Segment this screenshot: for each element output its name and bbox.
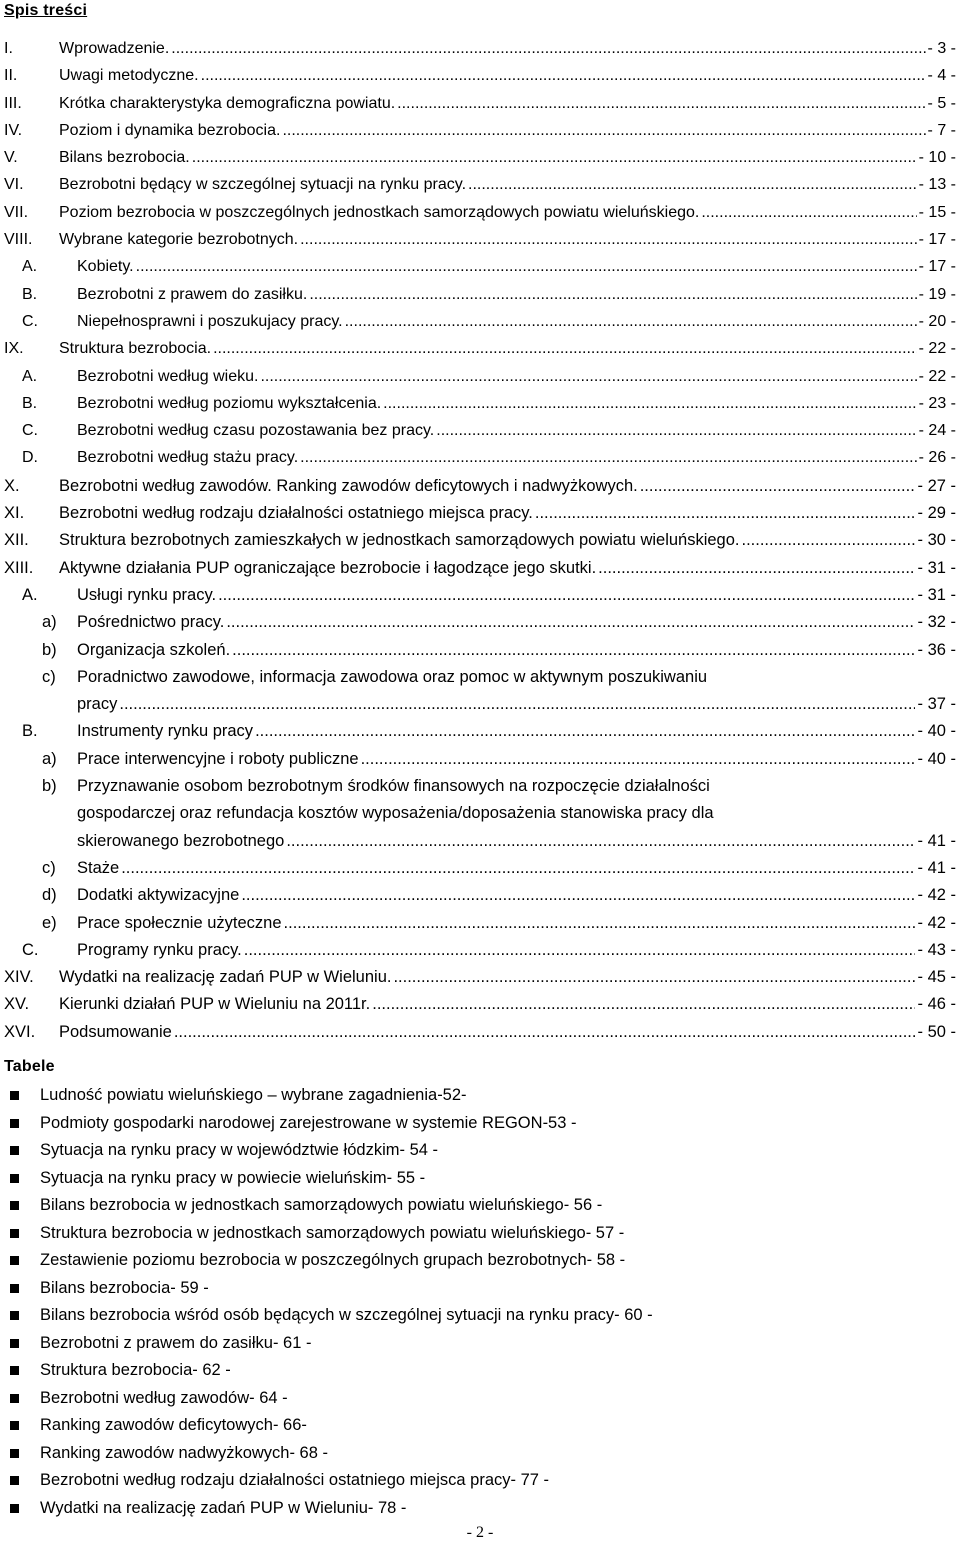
toc-entry[interactable] bbox=[0, 583, 960, 610]
dot-leader bbox=[640, 477, 916, 496]
table-entry-title: Sytuacja na rynku pracy w województwie łódzkim bbox=[40, 1141, 400, 1159]
toc-entry[interactable] bbox=[0, 965, 960, 992]
toc-entry-page-number: - 31 - bbox=[917, 558, 956, 577]
tables-heading: Tabele bbox=[4, 1058, 55, 1075]
toc-entry-number: XIV. bbox=[4, 968, 34, 987]
toc-entry-title: Pośrednictwo pracy. bbox=[77, 613, 225, 632]
toc-entry[interactable] bbox=[0, 92, 960, 119]
table-entry-page-number: - 77 - bbox=[510, 1471, 550, 1489]
toc-entry-number: B. bbox=[22, 285, 38, 303]
table-list-entry[interactable] bbox=[0, 1248, 960, 1276]
toc-entry[interactable] bbox=[0, 911, 960, 938]
toc-entry[interactable] bbox=[0, 119, 960, 146]
table-list-entry[interactable] bbox=[0, 1276, 960, 1304]
table-list-entry[interactable] bbox=[0, 1441, 960, 1469]
dot-leader bbox=[244, 941, 916, 960]
toc-entry-page-number: - 19 - bbox=[918, 285, 956, 303]
tables-list bbox=[0, 1083, 960, 1523]
table-entry-title: Bilans bezrobocia wśród osób będących w szczególnej sytuacji na rynku pracy bbox=[40, 1306, 615, 1324]
toc-entry-title: Podsumowanie bbox=[59, 1022, 172, 1041]
table-list-entry[interactable] bbox=[0, 1386, 960, 1414]
table-entry-title: Bezrobotni według rodzaju działalności ostatniego miejsca pracy bbox=[40, 1471, 511, 1489]
toc-entry-page-number: - 31 - bbox=[917, 585, 956, 604]
toc-entry-title: Bezrobotni według zawodów. Ranking zawodów deficytowych i nadwyżkowych. bbox=[59, 476, 638, 495]
table-list-entry[interactable] bbox=[0, 1331, 960, 1359]
table-list-entry[interactable] bbox=[0, 1083, 960, 1111]
square-bullet-icon bbox=[10, 1174, 19, 1183]
toc-entry[interactable] bbox=[0, 692, 960, 719]
toc-entry[interactable] bbox=[0, 719, 960, 746]
table-entry-page-number: - 58 - bbox=[586, 1251, 626, 1269]
toc-entry-title: Poziom i dynamika bezrobocia. bbox=[59, 121, 281, 139]
table-entry-title: Struktura bezrobocia w jednostkach samorządowych powiatu wieluńskiego bbox=[40, 1223, 586, 1242]
dot-leader bbox=[121, 859, 915, 878]
table-entry-page-number: - 54 - bbox=[399, 1141, 438, 1159]
toc-entry-page-number: - 3 - bbox=[927, 40, 956, 57]
toc-entry[interactable] bbox=[0, 556, 960, 583]
table-list-entry[interactable] bbox=[0, 1358, 960, 1386]
dot-leader bbox=[241, 886, 915, 905]
table-entry-title: Bilans bezrobocia bbox=[40, 1278, 171, 1297]
table-list-entry[interactable] bbox=[0, 1413, 960, 1441]
dot-leader bbox=[300, 449, 917, 467]
toc-entry-number: XII. bbox=[4, 531, 29, 550]
table-list-entry[interactable] bbox=[0, 1138, 960, 1166]
table-list-entry[interactable] bbox=[0, 1303, 960, 1331]
toc-entry-title: pracy bbox=[77, 695, 118, 714]
toc-entry-title-line: Poradnictwo zawodowe, informacja zawodowa oraz pomoc w aktywnym poszukiwaniu bbox=[77, 667, 708, 686]
toc-entry[interactable] bbox=[0, 856, 960, 883]
toc-entry-title: Bezrobotni według stażu pracy. bbox=[77, 449, 299, 467]
toc-entry-page-number: - 43 - bbox=[917, 940, 956, 959]
dot-leader bbox=[232, 641, 915, 660]
table-entry-page-number: - 60 - bbox=[614, 1306, 653, 1324]
toc-entry-number: VIII. bbox=[4, 231, 33, 249]
dot-leader bbox=[226, 613, 915, 632]
toc-entry-number: VI. bbox=[4, 176, 24, 194]
toc-entry-number: b) bbox=[42, 640, 57, 659]
toc-entry[interactable] bbox=[0, 638, 960, 665]
toc-entry[interactable] bbox=[0, 310, 960, 337]
dot-leader bbox=[300, 231, 917, 249]
dot-leader bbox=[282, 122, 925, 140]
toc-entry-page-number: - 5 - bbox=[927, 94, 956, 112]
toc-entry-page-number: - 50 - bbox=[917, 1022, 956, 1041]
dot-leader bbox=[136, 258, 917, 276]
dot-leader bbox=[284, 914, 916, 933]
table-entry-page-number: - 64 - bbox=[249, 1388, 288, 1407]
dot-leader bbox=[361, 750, 916, 769]
dot-leader bbox=[309, 286, 916, 304]
toc-entry-title: Dodatki aktywizacyjne bbox=[77, 886, 240, 905]
toc-entry-continuation bbox=[0, 774, 960, 801]
toc-entry-page-number: - 36 - bbox=[917, 640, 956, 659]
toc-entry-number: III. bbox=[4, 94, 22, 112]
toc-entry-title: Programy rynku pracy. bbox=[77, 940, 242, 959]
toc-entry-title: Bezrobotni według poziomu wykształcenia. bbox=[77, 394, 382, 412]
table-list-entry[interactable] bbox=[0, 1111, 960, 1139]
table-list-entry[interactable] bbox=[0, 1221, 960, 1249]
table-entry-title: Ludność powiatu wieluńskiego – wybrane zagadnienia bbox=[40, 1086, 438, 1104]
square-bullet-icon bbox=[10, 1201, 19, 1210]
toc-entry-number: C. bbox=[22, 422, 38, 440]
square-bullet-icon bbox=[10, 1284, 19, 1293]
toc-entry-title: Struktura bezrobotnych zamieszkałych w jednostkach samorządowych powiatu wieluńskiego. bbox=[59, 531, 740, 550]
toc-entry[interactable] bbox=[0, 146, 960, 173]
toc-entry-page-number: - 22 - bbox=[918, 340, 956, 358]
dot-leader bbox=[260, 368, 916, 386]
toc-entry[interactable] bbox=[0, 283, 960, 310]
toc-entry-number: IX. bbox=[4, 340, 24, 358]
toc-entry-number: D. bbox=[22, 449, 38, 467]
toc-entry-title: Bezrobotni według rodzaju działalności ostatniego miejsca pracy. bbox=[59, 504, 533, 523]
dot-leader bbox=[535, 504, 916, 523]
toc-entry-title: Staże bbox=[77, 858, 120, 877]
table-entry-page-number: - 78 - bbox=[367, 1498, 407, 1517]
toc-entry-title: Bezrobotni według wieku. bbox=[77, 367, 259, 385]
toc-entry-title: Bezrobotni z prawem do zasiłku. bbox=[77, 285, 308, 303]
toc-entry-number: e) bbox=[42, 913, 57, 932]
toc-entry-page-number: - 42 - bbox=[917, 913, 956, 932]
dot-leader bbox=[383, 395, 917, 413]
dot-leader bbox=[218, 586, 915, 605]
toc-entry[interactable] bbox=[0, 64, 960, 91]
table-entry-title: Bezrobotni z prawem do zasiłku bbox=[40, 1333, 273, 1352]
toc-entry[interactable] bbox=[0, 747, 960, 774]
dot-leader bbox=[393, 968, 915, 987]
toc-entry-page-number: - 40 - bbox=[917, 722, 956, 741]
toc-entry-continuation bbox=[0, 801, 960, 828]
toc-entry-title: skierowanego bezrobotnego bbox=[77, 831, 285, 850]
table-entry-title: Bilans bezrobocia w jednostkach samorządowych powiatu wieluńskiego bbox=[40, 1196, 564, 1214]
toc-entry-page-number: - 24 - bbox=[918, 422, 956, 440]
toc-entry-page-number: - 13 - bbox=[918, 176, 956, 194]
toc-entry-page-number: - 20 - bbox=[918, 312, 956, 330]
table-list-entry[interactable] bbox=[0, 1468, 960, 1496]
square-bullet-icon bbox=[10, 1229, 19, 1238]
table-entry-page-number: -52- bbox=[437, 1086, 467, 1104]
table-entry-page-number: - 55 - bbox=[386, 1168, 426, 1187]
dot-leader bbox=[372, 995, 915, 1014]
toc-entry-page-number: - 23 - bbox=[918, 394, 956, 412]
toc-entry-continuation bbox=[0, 665, 960, 692]
table-entry-title: Wydatki na realizację zadań PUP w Wieluniu bbox=[40, 1498, 368, 1517]
table-entry-title: Ranking zawodów nadwyżkowych bbox=[40, 1443, 290, 1462]
table-entry-title: Bezrobotni według zawodów bbox=[40, 1388, 250, 1407]
toc-entry-title: Organizacja szkoleń. bbox=[77, 640, 231, 659]
toc-entry-page-number: - 45 - bbox=[917, 968, 956, 987]
toc-entry-number: XV. bbox=[4, 995, 30, 1014]
square-bullet-icon bbox=[10, 1366, 19, 1375]
toc-entry-title: Instrumenty rynku pracy bbox=[77, 722, 254, 741]
table-list-entry[interactable] bbox=[0, 1496, 960, 1524]
toc-entry-title: Krótka charakterystyka demograficzna powiatu. bbox=[59, 94, 396, 112]
toc-entry[interactable] bbox=[0, 255, 960, 282]
toc-entry-number: XI. bbox=[4, 504, 25, 523]
dot-leader bbox=[255, 722, 915, 741]
toc-entry-title: Aktywne działania PUP ograniczające bezrobocie i łagodzące jego skutki. bbox=[59, 558, 597, 577]
table-entry-page-number: - 59 - bbox=[170, 1278, 209, 1297]
toc-entry-title: Bilans bezrobocia. bbox=[59, 149, 190, 167]
dot-leader bbox=[701, 204, 916, 222]
toc-entry-page-number: - 41 - bbox=[917, 831, 956, 850]
dot-leader bbox=[742, 531, 916, 550]
square-bullet-icon bbox=[10, 1421, 19, 1430]
toc-entry[interactable] bbox=[0, 883, 960, 910]
table-entry-page-number: - 57 - bbox=[585, 1223, 625, 1242]
toc-entry-page-number: - 30 - bbox=[917, 531, 956, 550]
toc-entry-page-number: - 26 - bbox=[918, 449, 956, 467]
table-entry-title: Struktura bezrobocia bbox=[40, 1361, 193, 1379]
toc-entry-number: XIII. bbox=[4, 558, 34, 577]
table-entry-title: Podmioty gospodarki narodowej zarejestrowane w systemie REGON bbox=[40, 1113, 543, 1132]
table-entry-title: Sytuacja na rynku pracy w powiecie wieluńskim bbox=[40, 1168, 387, 1187]
toc-entry-number: IV. bbox=[4, 121, 23, 139]
dot-leader bbox=[468, 176, 917, 194]
toc-entry[interactable] bbox=[0, 501, 960, 528]
square-bullet-icon bbox=[10, 1311, 19, 1320]
square-bullet-icon bbox=[10, 1119, 19, 1128]
toc-entry-title: Poziom bezrobocia w poszczególnych jednostkach samorządowych powiatu wieluńskiego. bbox=[59, 203, 700, 221]
toc-entry-title: Struktura bezrobocia. bbox=[59, 340, 212, 358]
toc-entry[interactable] bbox=[0, 201, 960, 228]
toc-entry-page-number: - 29 - bbox=[917, 504, 956, 523]
toc-entry-number: II. bbox=[4, 67, 18, 85]
toc-entry-page-number: - 42 - bbox=[917, 886, 956, 905]
square-bullet-icon bbox=[10, 1394, 19, 1403]
toc-entry-title: Bezrobotni według czasu pozostawania bez pracy. bbox=[77, 422, 435, 440]
toc-entry-page-number: - 32 - bbox=[917, 613, 956, 632]
toc-entry-title-line: Przyznawanie osobom bezrobotnym środków finansowych na rozpoczęcie działalności bbox=[77, 777, 710, 796]
toc-entry-title-line: gospodarczej oraz refundacja kosztów wyposażenia/doposażenia stanowiska pracy dla bbox=[77, 804, 714, 823]
dot-leader bbox=[397, 95, 925, 113]
toc-entry-number: V. bbox=[4, 149, 18, 167]
toc-entry-number: b) bbox=[42, 777, 57, 796]
toc-entry-number: A. bbox=[22, 367, 38, 385]
toc-entry[interactable] bbox=[0, 446, 960, 473]
table-entry-page-number: - 68 - bbox=[289, 1443, 328, 1462]
toc-entry-page-number: - 17 - bbox=[918, 258, 956, 276]
square-bullet-icon bbox=[10, 1256, 19, 1265]
toc-entry[interactable] bbox=[0, 228, 960, 255]
toc-entry-title: Prace społecznie użyteczne bbox=[77, 913, 282, 932]
dot-leader bbox=[119, 695, 915, 714]
dot-leader bbox=[598, 559, 915, 578]
toc-entry-page-number: - 37 - bbox=[917, 695, 956, 714]
table-entry-page-number: - 66- bbox=[272, 1416, 307, 1434]
dot-leader bbox=[174, 1023, 916, 1042]
square-bullet-icon bbox=[10, 1449, 19, 1458]
square-bullet-icon bbox=[10, 1504, 19, 1513]
toc-entry-title: Bezrobotni będący w szczególnej sytuacji na rynku pracy. bbox=[59, 176, 467, 194]
toc-entry-page-number: - 46 - bbox=[917, 995, 956, 1014]
page-number-footer: - 2 - bbox=[466, 1524, 494, 1541]
toc-entry-page-number: - 7 - bbox=[927, 121, 956, 139]
dot-leader bbox=[171, 40, 925, 58]
toc-entry-title: Kobiety. bbox=[77, 258, 134, 276]
dot-leader bbox=[213, 340, 917, 358]
toc-entry[interactable] bbox=[0, 610, 960, 637]
toc-heading: Spis treści bbox=[4, 2, 88, 19]
dot-leader bbox=[345, 313, 917, 331]
toc-entry-page-number: - 27 - bbox=[917, 476, 956, 495]
table-of-contents bbox=[0, 37, 960, 1047]
toc-entry[interactable] bbox=[0, 173, 960, 200]
toc-entry-number: X. bbox=[4, 476, 20, 495]
toc-entry[interactable] bbox=[0, 1020, 960, 1047]
toc-entry[interactable] bbox=[0, 474, 960, 501]
toc-entry-number: B. bbox=[22, 394, 38, 412]
toc-entry-number: a) bbox=[42, 613, 57, 632]
dot-leader bbox=[286, 832, 915, 851]
table-entry-page-number: - 56 - bbox=[563, 1196, 603, 1214]
toc-entry-number: C. bbox=[22, 940, 39, 959]
table-entry-page-number: - 61 - bbox=[272, 1333, 312, 1352]
toc-entry-number: c) bbox=[42, 667, 56, 686]
table-entry-title: Ranking zawodów deficytowych bbox=[40, 1416, 273, 1434]
dot-leader bbox=[436, 422, 916, 440]
table-list-entry[interactable] bbox=[0, 1166, 960, 1194]
dot-leader bbox=[201, 67, 926, 85]
toc-entry-page-number: - 17 - bbox=[918, 231, 956, 249]
toc-entry-number: XVI. bbox=[4, 1022, 36, 1041]
square-bullet-icon bbox=[10, 1476, 19, 1485]
toc-entry-title: Wydatki na realizację zadań PUP w Wieluniu. bbox=[59, 968, 392, 987]
toc-entry-page-number: - 10 - bbox=[918, 149, 956, 167]
toc-entry-page-number: - 15 - bbox=[918, 203, 956, 221]
dot-leader bbox=[192, 149, 917, 167]
table-entry-title: Zestawienie poziomu bezrobocia w poszczególnych grupach bezrobotnych bbox=[40, 1251, 587, 1269]
toc-entry-number: I. bbox=[4, 40, 13, 57]
toc-entry-page-number: - 40 - bbox=[917, 749, 956, 768]
toc-entry[interactable] bbox=[0, 419, 960, 446]
toc-entry-number: A. bbox=[22, 258, 38, 276]
toc-entry-page-number: - 22 - bbox=[918, 367, 956, 385]
toc-entry-page-number: - 4 - bbox=[927, 67, 956, 85]
toc-entry-number: VII. bbox=[4, 203, 29, 221]
square-bullet-icon bbox=[10, 1146, 19, 1155]
table-entry-page-number: -53 - bbox=[542, 1113, 577, 1132]
toc-entry[interactable] bbox=[0, 392, 960, 419]
toc-entry[interactable] bbox=[0, 37, 960, 64]
toc-entry-title: Wprowadzenie. bbox=[59, 40, 170, 57]
square-bullet-icon bbox=[10, 1091, 19, 1100]
toc-entry[interactable] bbox=[0, 528, 960, 555]
toc-entry-title: Usługi rynku pracy. bbox=[77, 585, 217, 604]
toc-entry-title: Prace interwencyjne i roboty publiczne bbox=[77, 749, 359, 768]
toc-entry[interactable] bbox=[0, 365, 960, 392]
toc-entry[interactable] bbox=[0, 938, 960, 965]
toc-entry-title: Uwagi metodyczne. bbox=[59, 67, 199, 85]
toc-entry-number: d) bbox=[42, 886, 57, 905]
toc-entry-title: Kierunki działań PUP w Wieluniu na 2011r. bbox=[59, 995, 371, 1014]
square-bullet-icon bbox=[10, 1339, 19, 1348]
toc-entry-number: a) bbox=[42, 749, 57, 768]
table-entry-page-number: - 62 - bbox=[192, 1361, 231, 1379]
toc-entry-number: B. bbox=[22, 722, 38, 741]
toc-entry-number: C. bbox=[22, 312, 38, 330]
toc-entry[interactable] bbox=[0, 829, 960, 856]
toc-entry-title: Niepełnosprawni i poszukujacy pracy. bbox=[77, 312, 343, 330]
toc-entry[interactable] bbox=[0, 337, 960, 364]
table-list-entry[interactable] bbox=[0, 1193, 960, 1221]
toc-entry-number: A. bbox=[22, 585, 38, 604]
toc-entry-page-number: - 41 - bbox=[917, 858, 956, 877]
toc-entry-number: c) bbox=[42, 858, 56, 877]
toc-entry[interactable] bbox=[0, 992, 960, 1019]
toc-entry-title: Wybrane kategorie bezrobotnych. bbox=[59, 231, 299, 249]
